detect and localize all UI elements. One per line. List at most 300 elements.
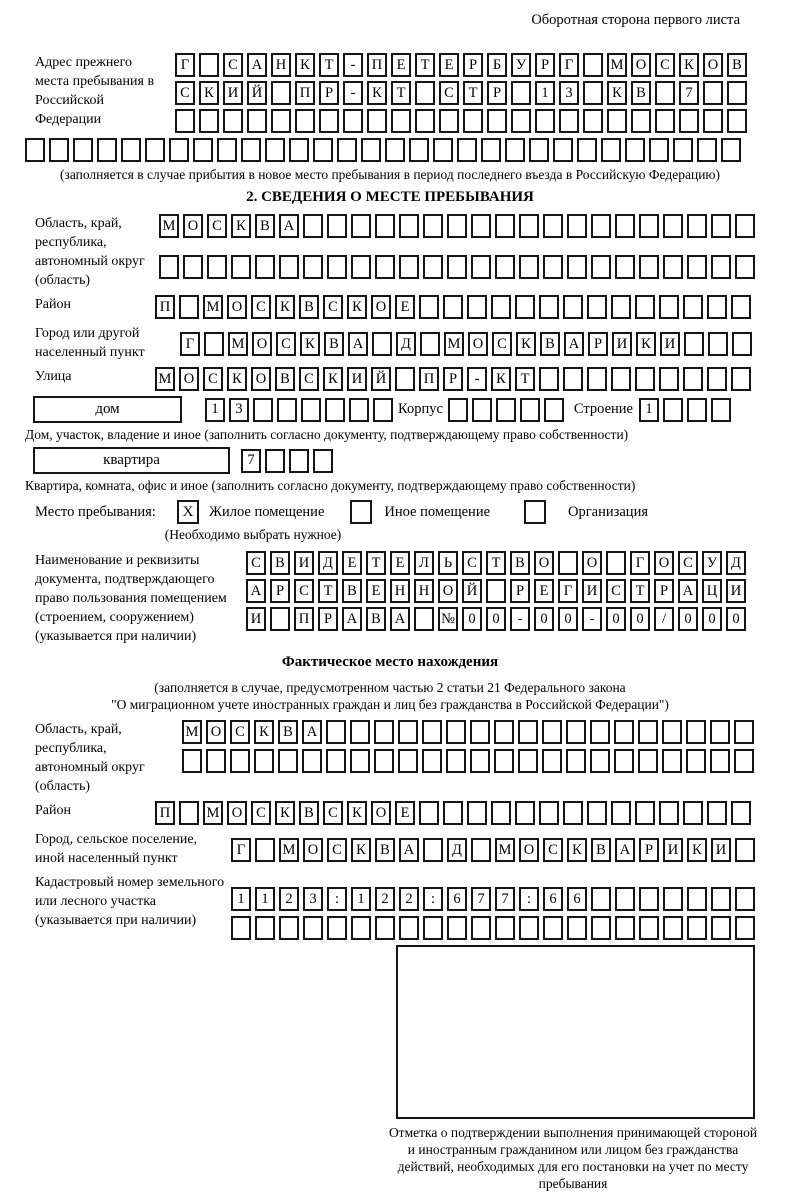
form-cell[interactable]: О (468, 332, 488, 356)
form-cell[interactable] (319, 109, 339, 133)
form-cell[interactable] (631, 109, 651, 133)
form-cell[interactable] (563, 295, 583, 319)
form-cell[interactable] (663, 214, 683, 238)
form-cell[interactable] (553, 138, 573, 162)
form-cell[interactable]: С (439, 81, 459, 105)
form-cell[interactable] (663, 916, 683, 940)
form-cell[interactable]: П (155, 295, 175, 319)
form-cell[interactable] (625, 138, 645, 162)
form-cell[interactable] (639, 887, 659, 911)
form-cell[interactable] (206, 749, 226, 773)
form-cell[interactable]: Ц (702, 579, 722, 603)
form-cell[interactable] (471, 255, 491, 279)
form-cell[interactable]: К (636, 332, 656, 356)
form-cell[interactable]: 1 (351, 887, 371, 911)
form-cell[interactable]: 2 (279, 887, 299, 911)
form-cell[interactable]: 6 (567, 887, 587, 911)
form-cell[interactable] (207, 255, 227, 279)
form-cell[interactable] (734, 720, 754, 744)
form-cell[interactable] (470, 749, 490, 773)
form-cell[interactable]: П (295, 81, 315, 105)
form-cell[interactable] (511, 81, 531, 105)
form-cell[interactable] (391, 109, 411, 133)
form-cell[interactable] (615, 214, 635, 238)
form-cell[interactable]: К (367, 81, 387, 105)
form-cell[interactable]: 0 (462, 607, 482, 631)
form-cell[interactable]: С (203, 367, 223, 391)
form-cell[interactable]: Д (396, 332, 416, 356)
form-cell[interactable] (313, 138, 333, 162)
form-cell[interactable] (615, 255, 635, 279)
form-cell[interactable] (734, 749, 754, 773)
form-cell[interactable] (491, 801, 511, 825)
form-cell[interactable] (601, 138, 621, 162)
form-cell[interactable]: Р (510, 579, 530, 603)
form-cell[interactable]: У (511, 53, 531, 77)
form-cell[interactable] (247, 109, 267, 133)
form-cell[interactable] (639, 916, 659, 940)
form-cell[interactable] (179, 295, 199, 319)
form-cell[interactable]: В (299, 801, 319, 825)
form-cell[interactable] (279, 916, 299, 940)
form-cell[interactable]: М (182, 720, 202, 744)
form-cell[interactable]: И (612, 332, 632, 356)
form-cell[interactable] (277, 398, 297, 422)
form-cell[interactable]: К (231, 214, 251, 238)
form-cell[interactable]: Н (414, 579, 434, 603)
form-cell[interactable]: А (348, 332, 368, 356)
form-cell[interactable]: Д (726, 551, 746, 575)
form-cell[interactable]: Е (366, 579, 386, 603)
form-cell[interactable]: : (423, 887, 443, 911)
form-cell[interactable] (471, 838, 491, 862)
form-cell[interactable] (495, 255, 515, 279)
form-cell[interactable]: 0 (630, 607, 650, 631)
form-cell[interactable]: С (230, 720, 250, 744)
form-cell[interactable]: № (438, 607, 458, 631)
form-cell[interactable] (420, 332, 440, 356)
form-cell[interactable] (374, 749, 394, 773)
form-cell[interactable]: О (582, 551, 602, 575)
form-cell[interactable] (519, 916, 539, 940)
form-cell[interactable]: С (323, 801, 343, 825)
form-cell[interactable] (543, 214, 563, 238)
form-cell[interactable]: Т (463, 81, 483, 105)
form-cell[interactable]: 1 (255, 887, 275, 911)
form-cell[interactable]: К (323, 367, 343, 391)
form-cell[interactable]: В (275, 367, 295, 391)
form-cell[interactable] (683, 295, 703, 319)
form-cell[interactable]: О (371, 295, 391, 319)
form-cell[interactable]: Р (639, 838, 659, 862)
stay-option-organization-checkbox[interactable] (524, 500, 546, 524)
form-cell[interactable] (399, 255, 419, 279)
form-cell[interactable] (539, 295, 559, 319)
form-cell[interactable]: Т (318, 579, 338, 603)
form-cell[interactable]: : (327, 887, 347, 911)
form-cell[interactable]: Е (439, 53, 459, 77)
form-cell[interactable]: К (347, 801, 367, 825)
form-cell[interactable] (121, 138, 141, 162)
form-cell[interactable]: С (606, 579, 626, 603)
form-cell[interactable]: М (155, 367, 175, 391)
form-cell[interactable] (447, 255, 467, 279)
form-cell[interactable] (448, 398, 468, 422)
form-cell[interactable]: О (227, 295, 247, 319)
form-cell[interactable] (422, 720, 442, 744)
form-cell[interactable]: 1 (639, 398, 659, 422)
form-cell[interactable] (727, 81, 747, 105)
form-cell[interactable]: М (279, 838, 299, 862)
form-cell[interactable]: К (351, 838, 371, 862)
form-cell[interactable]: Р (654, 579, 674, 603)
form-cell[interactable]: С (327, 838, 347, 862)
form-cell[interactable]: Т (515, 367, 535, 391)
form-cell[interactable] (471, 916, 491, 940)
form-cell[interactable] (175, 109, 195, 133)
form-cell[interactable]: О (179, 367, 199, 391)
form-cell[interactable] (199, 109, 219, 133)
form-cell[interactable]: К (300, 332, 320, 356)
form-cell[interactable] (182, 749, 202, 773)
form-cell[interactable]: Е (395, 295, 415, 319)
form-cell[interactable] (374, 720, 394, 744)
form-cell[interactable] (638, 720, 658, 744)
form-cell[interactable] (373, 398, 393, 422)
form-cell[interactable] (520, 398, 540, 422)
form-cell[interactable] (663, 398, 683, 422)
form-cell[interactable]: К (295, 53, 315, 77)
form-cell[interactable] (409, 138, 429, 162)
form-cell[interactable] (443, 801, 463, 825)
form-cell[interactable]: - (510, 607, 530, 631)
form-cell[interactable] (73, 138, 93, 162)
form-cell[interactable]: Р (270, 579, 290, 603)
form-cell[interactable] (439, 109, 459, 133)
form-cell[interactable] (614, 749, 634, 773)
form-cell[interactable]: Г (231, 838, 251, 862)
form-cell[interactable] (635, 801, 655, 825)
form-cell[interactable] (327, 214, 347, 238)
form-cell[interactable]: 7 (241, 449, 261, 473)
form-cell[interactable] (255, 838, 275, 862)
form-cell[interactable] (505, 138, 525, 162)
form-cell[interactable] (566, 720, 586, 744)
form-cell[interactable] (457, 138, 477, 162)
form-cell[interactable] (481, 138, 501, 162)
form-cell[interactable]: О (438, 579, 458, 603)
form-cell[interactable]: Й (247, 81, 267, 105)
form-cell[interactable] (519, 255, 539, 279)
form-cell[interactable] (399, 916, 419, 940)
form-cell[interactable] (662, 720, 682, 744)
form-cell[interactable] (515, 801, 535, 825)
form-cell[interactable] (711, 887, 731, 911)
form-cell[interactable]: М (607, 53, 627, 77)
form-cell[interactable]: Е (534, 579, 554, 603)
form-cell[interactable] (375, 916, 395, 940)
form-cell[interactable] (542, 749, 562, 773)
form-cell[interactable]: М (159, 214, 179, 238)
form-cell[interactable] (735, 916, 755, 940)
form-cell[interactable]: С (207, 214, 227, 238)
form-cell[interactable] (587, 801, 607, 825)
form-cell[interactable]: Р (318, 607, 338, 631)
form-cell[interactable]: Ь (438, 551, 458, 575)
form-cell[interactable]: К (347, 295, 367, 319)
form-cell[interactable] (472, 398, 492, 422)
form-cell[interactable]: К (275, 295, 295, 319)
form-cell[interactable] (539, 801, 559, 825)
form-cell[interactable] (591, 214, 611, 238)
form-cell[interactable] (544, 398, 564, 422)
form-cell[interactable]: С (251, 801, 271, 825)
form-cell[interactable] (241, 138, 261, 162)
form-cell[interactable] (327, 916, 347, 940)
form-cell[interactable] (169, 138, 189, 162)
form-cell[interactable]: 6 (447, 887, 467, 911)
form-cell[interactable]: С (492, 332, 512, 356)
form-cell[interactable]: Т (391, 81, 411, 105)
form-cell[interactable] (326, 749, 346, 773)
form-cell[interactable] (289, 449, 309, 473)
form-cell[interactable] (673, 138, 693, 162)
form-cell[interactable]: М (444, 332, 464, 356)
form-cell[interactable] (398, 749, 418, 773)
form-cell[interactable]: К (227, 367, 247, 391)
form-cell[interactable] (447, 916, 467, 940)
form-cell[interactable]: К (679, 53, 699, 77)
form-cell[interactable] (25, 138, 45, 162)
form-cell[interactable] (711, 214, 731, 238)
form-cell[interactable] (539, 367, 559, 391)
form-cell[interactable] (419, 295, 439, 319)
form-cell[interactable]: О (654, 551, 674, 575)
form-cell[interactable]: Г (630, 551, 650, 575)
form-cell[interactable]: К (567, 838, 587, 862)
form-cell[interactable] (686, 720, 706, 744)
form-cell[interactable]: Г (180, 332, 200, 356)
form-cell[interactable] (399, 214, 419, 238)
form-cell[interactable] (351, 916, 371, 940)
form-cell[interactable]: Т (630, 579, 650, 603)
form-cell[interactable] (265, 449, 285, 473)
form-cell[interactable]: П (367, 53, 387, 77)
form-cell[interactable]: 1 (535, 81, 555, 105)
form-cell[interactable] (159, 255, 179, 279)
form-cell[interactable] (535, 109, 555, 133)
form-cell[interactable] (471, 214, 491, 238)
form-cell[interactable] (710, 720, 730, 744)
form-cell[interactable] (679, 109, 699, 133)
form-cell[interactable]: И (726, 579, 746, 603)
form-cell[interactable] (350, 720, 370, 744)
form-cell[interactable]: А (246, 579, 266, 603)
form-cell[interactable] (731, 295, 751, 319)
form-cell[interactable]: 0 (486, 607, 506, 631)
form-cell[interactable] (375, 214, 395, 238)
form-cell[interactable]: 2 (399, 887, 419, 911)
form-cell[interactable] (707, 801, 727, 825)
form-cell[interactable] (663, 887, 683, 911)
form-cell[interactable]: А (342, 607, 362, 631)
form-cell[interactable]: - (343, 53, 363, 77)
form-cell[interactable] (496, 398, 516, 422)
form-cell[interactable] (707, 367, 727, 391)
form-cell[interactable]: 3 (229, 398, 249, 422)
form-cell[interactable] (659, 295, 679, 319)
form-cell[interactable] (199, 53, 219, 77)
form-cell[interactable] (707, 295, 727, 319)
form-cell[interactable] (649, 138, 669, 162)
form-cell[interactable]: С (543, 838, 563, 862)
form-cell[interactable]: И (347, 367, 367, 391)
form-cell[interactable]: П (294, 607, 314, 631)
form-cell[interactable] (529, 138, 549, 162)
form-cell[interactable] (662, 749, 682, 773)
form-cell[interactable]: О (227, 801, 247, 825)
form-cell[interactable] (731, 367, 751, 391)
form-cell[interactable]: 3 (559, 81, 579, 105)
form-cell[interactable]: Р (487, 81, 507, 105)
form-cell[interactable]: И (660, 332, 680, 356)
form-cell[interactable] (145, 138, 165, 162)
form-cell[interactable]: О (371, 801, 391, 825)
form-cell[interactable] (327, 255, 347, 279)
form-cell[interactable]: А (247, 53, 267, 77)
form-cell[interactable] (543, 916, 563, 940)
form-cell[interactable] (519, 214, 539, 238)
form-cell[interactable] (423, 838, 443, 862)
form-cell[interactable]: А (399, 838, 419, 862)
form-cell[interactable] (278, 749, 298, 773)
form-cell[interactable] (558, 551, 578, 575)
stay-option-other-checkbox[interactable] (350, 500, 372, 524)
form-cell[interactable] (301, 398, 321, 422)
form-cell[interactable] (710, 749, 730, 773)
form-cell[interactable]: И (663, 838, 683, 862)
form-cell[interactable]: С (175, 81, 195, 105)
form-cell[interactable] (423, 214, 443, 238)
form-cell[interactable] (686, 749, 706, 773)
form-cell[interactable]: 1 (205, 398, 225, 422)
form-cell[interactable]: О (206, 720, 226, 744)
form-cell[interactable]: Р (443, 367, 463, 391)
form-cell[interactable] (49, 138, 69, 162)
form-cell[interactable] (687, 916, 707, 940)
form-cell[interactable] (611, 367, 631, 391)
form-cell[interactable] (615, 916, 635, 940)
form-cell[interactable] (638, 749, 658, 773)
form-cell[interactable] (567, 916, 587, 940)
form-cell[interactable]: И (223, 81, 243, 105)
form-cell[interactable] (567, 255, 587, 279)
form-cell[interactable] (711, 398, 731, 422)
form-cell[interactable] (732, 332, 752, 356)
form-cell[interactable] (289, 138, 309, 162)
form-cell[interactable]: Р (463, 53, 483, 77)
form-cell[interactable]: 1 (231, 887, 251, 911)
form-cell[interactable] (494, 749, 514, 773)
form-cell[interactable]: О (703, 53, 723, 77)
form-cell[interactable] (447, 214, 467, 238)
form-cell[interactable] (687, 887, 707, 911)
form-cell[interactable]: Е (395, 801, 415, 825)
form-cell[interactable]: В (278, 720, 298, 744)
form-cell[interactable]: Т (486, 551, 506, 575)
form-cell[interactable]: А (302, 720, 322, 744)
form-cell[interactable] (495, 916, 515, 940)
form-cell[interactable] (697, 138, 717, 162)
form-cell[interactable] (735, 255, 755, 279)
form-cell[interactable] (583, 109, 603, 133)
form-cell[interactable]: В (540, 332, 560, 356)
form-cell[interactable] (684, 332, 704, 356)
form-cell[interactable]: В (727, 53, 747, 77)
form-cell[interactable]: - (582, 607, 602, 631)
form-cell[interactable] (230, 749, 250, 773)
form-cell[interactable] (255, 255, 275, 279)
form-cell[interactable] (591, 255, 611, 279)
form-cell[interactable] (635, 367, 655, 391)
form-cell[interactable]: О (519, 838, 539, 862)
form-cell[interactable] (563, 801, 583, 825)
form-cell[interactable] (271, 109, 291, 133)
form-cell[interactable] (423, 255, 443, 279)
form-cell[interactable]: П (419, 367, 439, 391)
form-cell[interactable] (423, 916, 443, 940)
form-cell[interactable] (591, 887, 611, 911)
form-cell[interactable]: И (711, 838, 731, 862)
form-cell[interactable] (614, 720, 634, 744)
form-cell[interactable] (635, 295, 655, 319)
form-cell[interactable] (414, 607, 434, 631)
form-cell[interactable] (687, 255, 707, 279)
form-cell[interactable] (683, 367, 703, 391)
form-cell[interactable]: В (591, 838, 611, 862)
form-cell[interactable]: М (228, 332, 248, 356)
form-cell[interactable] (735, 214, 755, 238)
form-cell[interactable]: Т (366, 551, 386, 575)
form-cell[interactable]: О (631, 53, 651, 77)
form-cell[interactable] (542, 720, 562, 744)
form-cell[interactable] (711, 255, 731, 279)
form-cell[interactable] (351, 214, 371, 238)
form-cell[interactable]: / (654, 607, 674, 631)
form-cell[interactable]: Р (588, 332, 608, 356)
form-cell[interactable] (179, 801, 199, 825)
form-cell[interactable] (563, 367, 583, 391)
form-cell[interactable] (708, 332, 728, 356)
form-cell[interactable] (372, 332, 392, 356)
form-cell[interactable] (683, 801, 703, 825)
form-cell[interactable] (217, 138, 237, 162)
form-cell[interactable]: : (519, 887, 539, 911)
form-cell[interactable]: И (246, 607, 266, 631)
form-cell[interactable] (97, 138, 117, 162)
form-cell[interactable] (486, 579, 506, 603)
form-cell[interactable]: 6 (543, 887, 563, 911)
form-cell[interactable] (543, 255, 563, 279)
form-cell[interactable] (611, 295, 631, 319)
form-cell[interactable]: С (462, 551, 482, 575)
form-cell[interactable] (577, 138, 597, 162)
form-cell[interactable]: Т (319, 53, 339, 77)
form-cell[interactable] (395, 367, 415, 391)
form-cell[interactable] (303, 916, 323, 940)
form-cell[interactable] (385, 138, 405, 162)
form-cell[interactable]: В (375, 838, 395, 862)
